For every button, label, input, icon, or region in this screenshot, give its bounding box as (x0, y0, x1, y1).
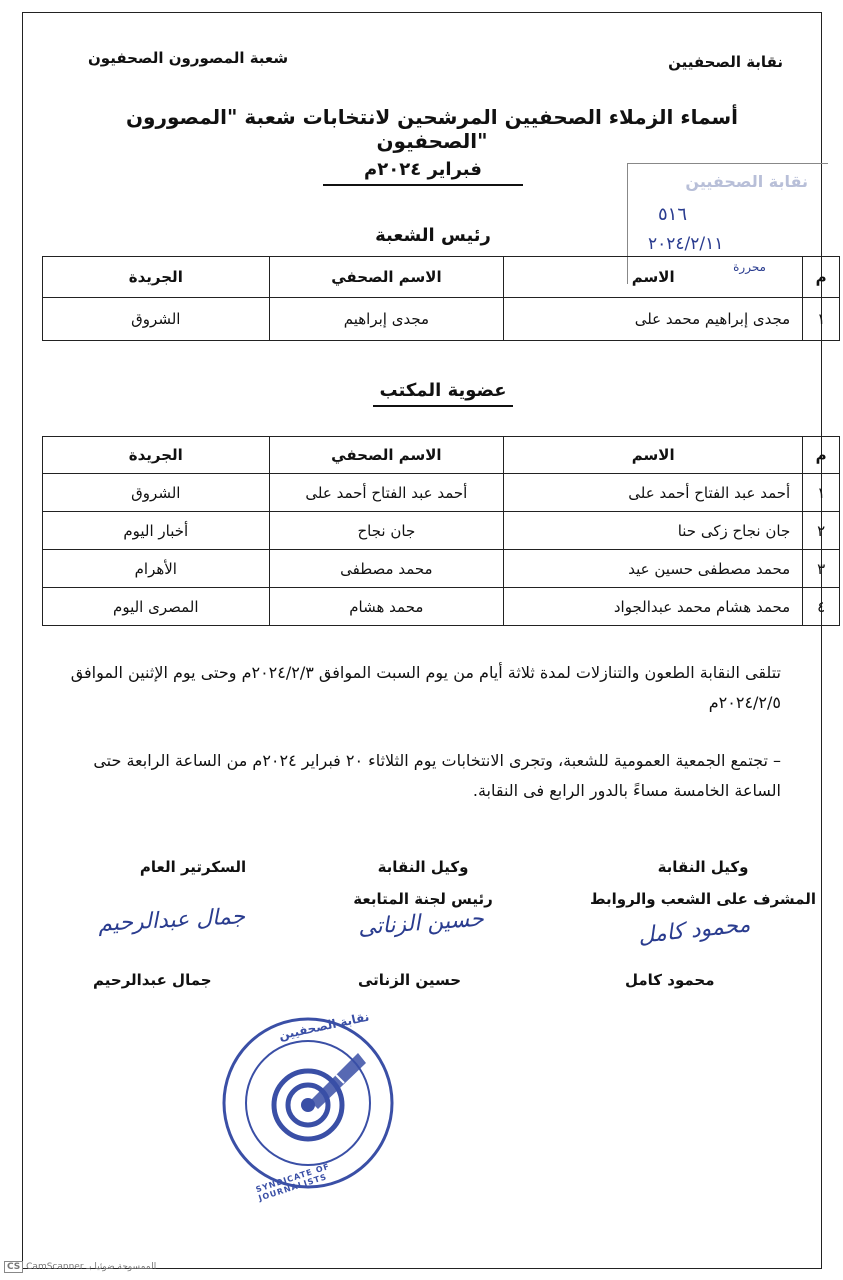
col-number-header: م (803, 257, 840, 298)
received-stamp-number: ٥١٦ (658, 204, 688, 225)
row-press-name: محمد مصطفى (269, 550, 504, 588)
received-stamp-org: نقابة الصحفيين (685, 172, 808, 191)
row-name: جان نجاح زكى حنا (504, 512, 803, 550)
sig-center-subtitle: رئيس لجنة المتابعة (353, 890, 493, 908)
sig-center-title: وكيل النقابة (377, 858, 469, 876)
row-number: ١ (803, 298, 840, 341)
received-stamp-date: ٢٠٢٤/٢/١١ (648, 234, 724, 254)
sig-right-subtitle: المشرف على الشعب والروابط (589, 890, 817, 908)
row-number: ٢ (803, 512, 840, 550)
signature-block-left (103, 851, 283, 883)
section-office-title: عضوية المكتب (373, 380, 513, 407)
table-header-row (43, 257, 840, 298)
document-date: فبراير ٢٠٢٤م (323, 159, 523, 186)
col-name-header: الاسم (504, 437, 803, 474)
note-objections: تتلقى النقابة الطعون والتنازلات لمدة ثلاثة أيام من يوم السبت الموافق ٢٠٢٤/٢/٣م وحتى يوم الإثنين الموافق ٢٠٢٤/٢/٥م (70, 663, 781, 712)
row-name: أحمد عبد الفتاح أحمد على (504, 474, 803, 512)
table-header-row (43, 437, 840, 474)
division-header: شعبة المصورون الصحفيون (88, 49, 289, 67)
head-candidates-table (42, 256, 840, 341)
row-paper: الشروق (43, 474, 270, 512)
sig-center-name: حسين الزناتى (358, 971, 462, 989)
row-press-name: أحمد عبد الفتاح أحمد على (269, 474, 504, 512)
sig-right-name: محمود كامل (625, 971, 715, 989)
sig-left-name: جمال عبدالرحيم (93, 971, 212, 989)
camscanner-label: CamScanner (26, 1262, 84, 1272)
col-name-header: الاسم (504, 257, 803, 298)
table-row (43, 588, 840, 626)
row-paper: أخبار اليوم (43, 512, 270, 550)
section-head-title: رئيس الشعبة (375, 225, 491, 246)
note-general-assembly: – تجتمع الجمعية العمومية للشعبة، وتجرى الانتخابات يوم الثلاثاء ٢٠ فبراير ٢٠٢٤م من الساعة الرابعة حتى الساعة الخامسة مساءً بالدور الرابع فى النقابة. (93, 751, 781, 800)
col-paper-header: الجريدة (43, 437, 270, 474)
col-press-name-header: الاسم الصحفي (269, 437, 504, 474)
row-press-name: مجدى إبراهيم (269, 298, 504, 341)
row-number: ٣ (803, 550, 840, 588)
signature-block-right (583, 851, 823, 915)
table-row (43, 298, 840, 341)
signature-block-center (323, 851, 523, 915)
seal-text-arabic: نقابة الصحفيين (277, 1009, 371, 1043)
table-row (43, 512, 840, 550)
org-header: نقابة الصحفيين (668, 53, 783, 71)
col-number-header: م (803, 437, 840, 474)
document-page (22, 12, 827, 1269)
table-row (43, 474, 840, 512)
signature-gamal-abdelrahim: جمال عبدالرحيم (97, 904, 246, 937)
sig-right-title: وكيل النقابة (657, 858, 749, 876)
row-name: مجدى إبراهيم محمد على (504, 298, 803, 341)
row-paper: الأهرام (43, 550, 270, 588)
office-candidates-table (42, 436, 840, 626)
row-press-name: جان نجاح (269, 512, 504, 550)
seal-text-english: SYNDICATE OF JOURNALISTS (254, 1161, 332, 1203)
signature-hussein-elzanaty: حسين الزناتى (357, 906, 485, 941)
signature-mahmoud-kamel: محمود كامل (637, 912, 752, 949)
row-paper: الشروق (43, 298, 270, 341)
sig-left-title: السكرتير العام (139, 858, 247, 876)
row-name: محمد مصطفى حسين عيد (504, 550, 803, 588)
camscanner-badge: CS (4, 1261, 23, 1273)
camscanner-prefix: الممسوحة ضوئيا بـ (86, 1262, 157, 1272)
table-row (43, 550, 840, 588)
document-title: أسماء الزملاء الصحفيين المرشحين لانتخابات شعبة "المصورون الصحفيون" (125, 105, 739, 153)
scanner-footer (4, 1262, 156, 1272)
row-name: محمد هشام محمد عبدالجواد (504, 588, 803, 626)
col-paper-header: الجريدة (43, 257, 270, 298)
row-number: ١ (803, 474, 840, 512)
received-stamp-note: محررة (733, 260, 766, 274)
row-press-name: محمد هشام (269, 588, 504, 626)
syndicate-seal (218, 1009, 398, 1203)
col-press-name-header: الاسم الصحفي (269, 257, 504, 298)
row-paper: المصرى اليوم (43, 588, 270, 626)
row-number: ٤ (803, 588, 840, 626)
